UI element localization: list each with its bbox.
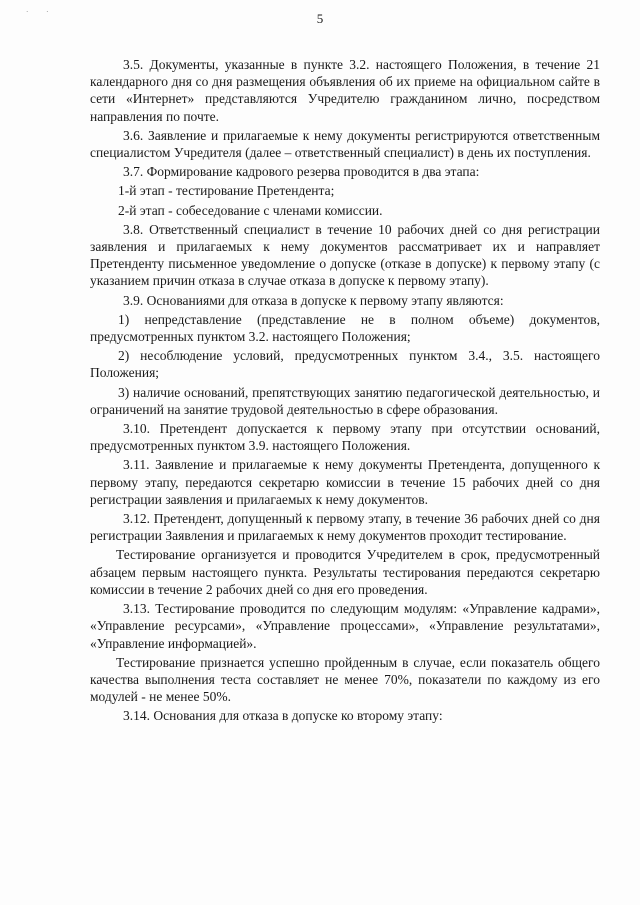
paragraph-testing-organization: Тестирование организуется и проводится Учредителем в срок, предусмотренный абзацем первым настоящего пункта. Результаты тестирования передаются секретарю комиссии в течение 2 рабочих дней со дня его проведения.: [90, 547, 600, 597]
paragraph-3-7: 3.7. Формирование кадрового резерва проводится в два этапа:: [123, 164, 480, 180]
paragraph-3-6: 3.6. Заявление и прилагаемые к нему документы регистрируются ответственным специалистом Учредителя (далее – ответственный специалист) в день их поступления.: [90, 127, 600, 161]
paragraph-testing-passed: Тестирование признается успешно пройденным в случае, если показатель общего качества выполнения теста составляет не менее 70%, показатели по каждому из его модулей - не менее 50%.: [90, 654, 600, 705]
paragraph-ground-2: 2) несоблюдение условий, предусмотренных пунктом 3.4., 3.5. настоящего Положения;: [90, 348, 600, 381]
page-number: 5: [316, 11, 324, 26]
paragraph-3-8: 3.8. Ответственный специалист в течение 10 рабочих дней со дня регистрации заявления и прилагаемых к нему документов рассматривает их и направляет Претенденту письменное уведомление о допуске (отказе в допуске) к первому этапу (с указанием причин отказа в случае отказа в допуске к первому этапу).: [90, 221, 600, 289]
paragraph-3-9: 3.9. Основаниями для отказа в допуске к первому этапу являются:: [123, 292, 504, 308]
paragraph-ground-1: 1) непредставление (представление не в полном объеме) документов, предусмотренных пунктом 3.2. настоящего Положения;: [90, 311, 600, 345]
document-body: [90, 56, 600, 725]
paragraph-3-12: 3.12. Претендент, допущенный к первому этапу, в течение 36 рабочих дней со дня регистрации Заявления и прилагаемых к нему документов проходит тестирование.: [90, 511, 600, 544]
paragraph-stage-1: 1-й этап - тестирование Претендента;: [118, 183, 335, 199]
paragraph-3-13: 3.13. Тестирование проводится по следующим модулям: «Управление кадрами», «Управление ресурсами», «Управление процессами», «Управление результатами», «Управление информацией».: [90, 601, 600, 651]
paragraph-3-5: 3.5. Документы, указанные в пункте 3.2. настоящего Положения, в течение 21 календарного дня со дня размещения объявления об их приеме на официальном сайте в сети «Интернет» представляются Учредителю гражданином лично, посредством направления по почте.: [90, 57, 600, 124]
paragraph-ground-3: 3) наличие оснований, препятствующих занятию педагогической деятельностью, и ограничений на занятие трудовой деятельностью в сфере образования.: [90, 384, 600, 417]
paragraph-3-14: 3.14. Основания для отказа в допуске ко второму этапу:: [123, 708, 443, 724]
scan-marks: · ·: [26, 8, 57, 16]
paragraph-stage-2: 2-й этап - собеседование с членами комиссии.: [118, 202, 383, 218]
paragraph-3-10: 3.10. Претендент допускается к первому этапу при отсутствии оснований, предусмотренных пунктом 3.9. настоящего Положения.: [90, 421, 600, 454]
paragraph-3-11: 3.11. Заявление и прилагаемые к нему документы Претендента, допущенного к первому этапу, передаются секретарю комиссии в течение 15 рабочих дней со дня регистрации заявления и прилагаемых к нему документов.: [90, 457, 600, 507]
